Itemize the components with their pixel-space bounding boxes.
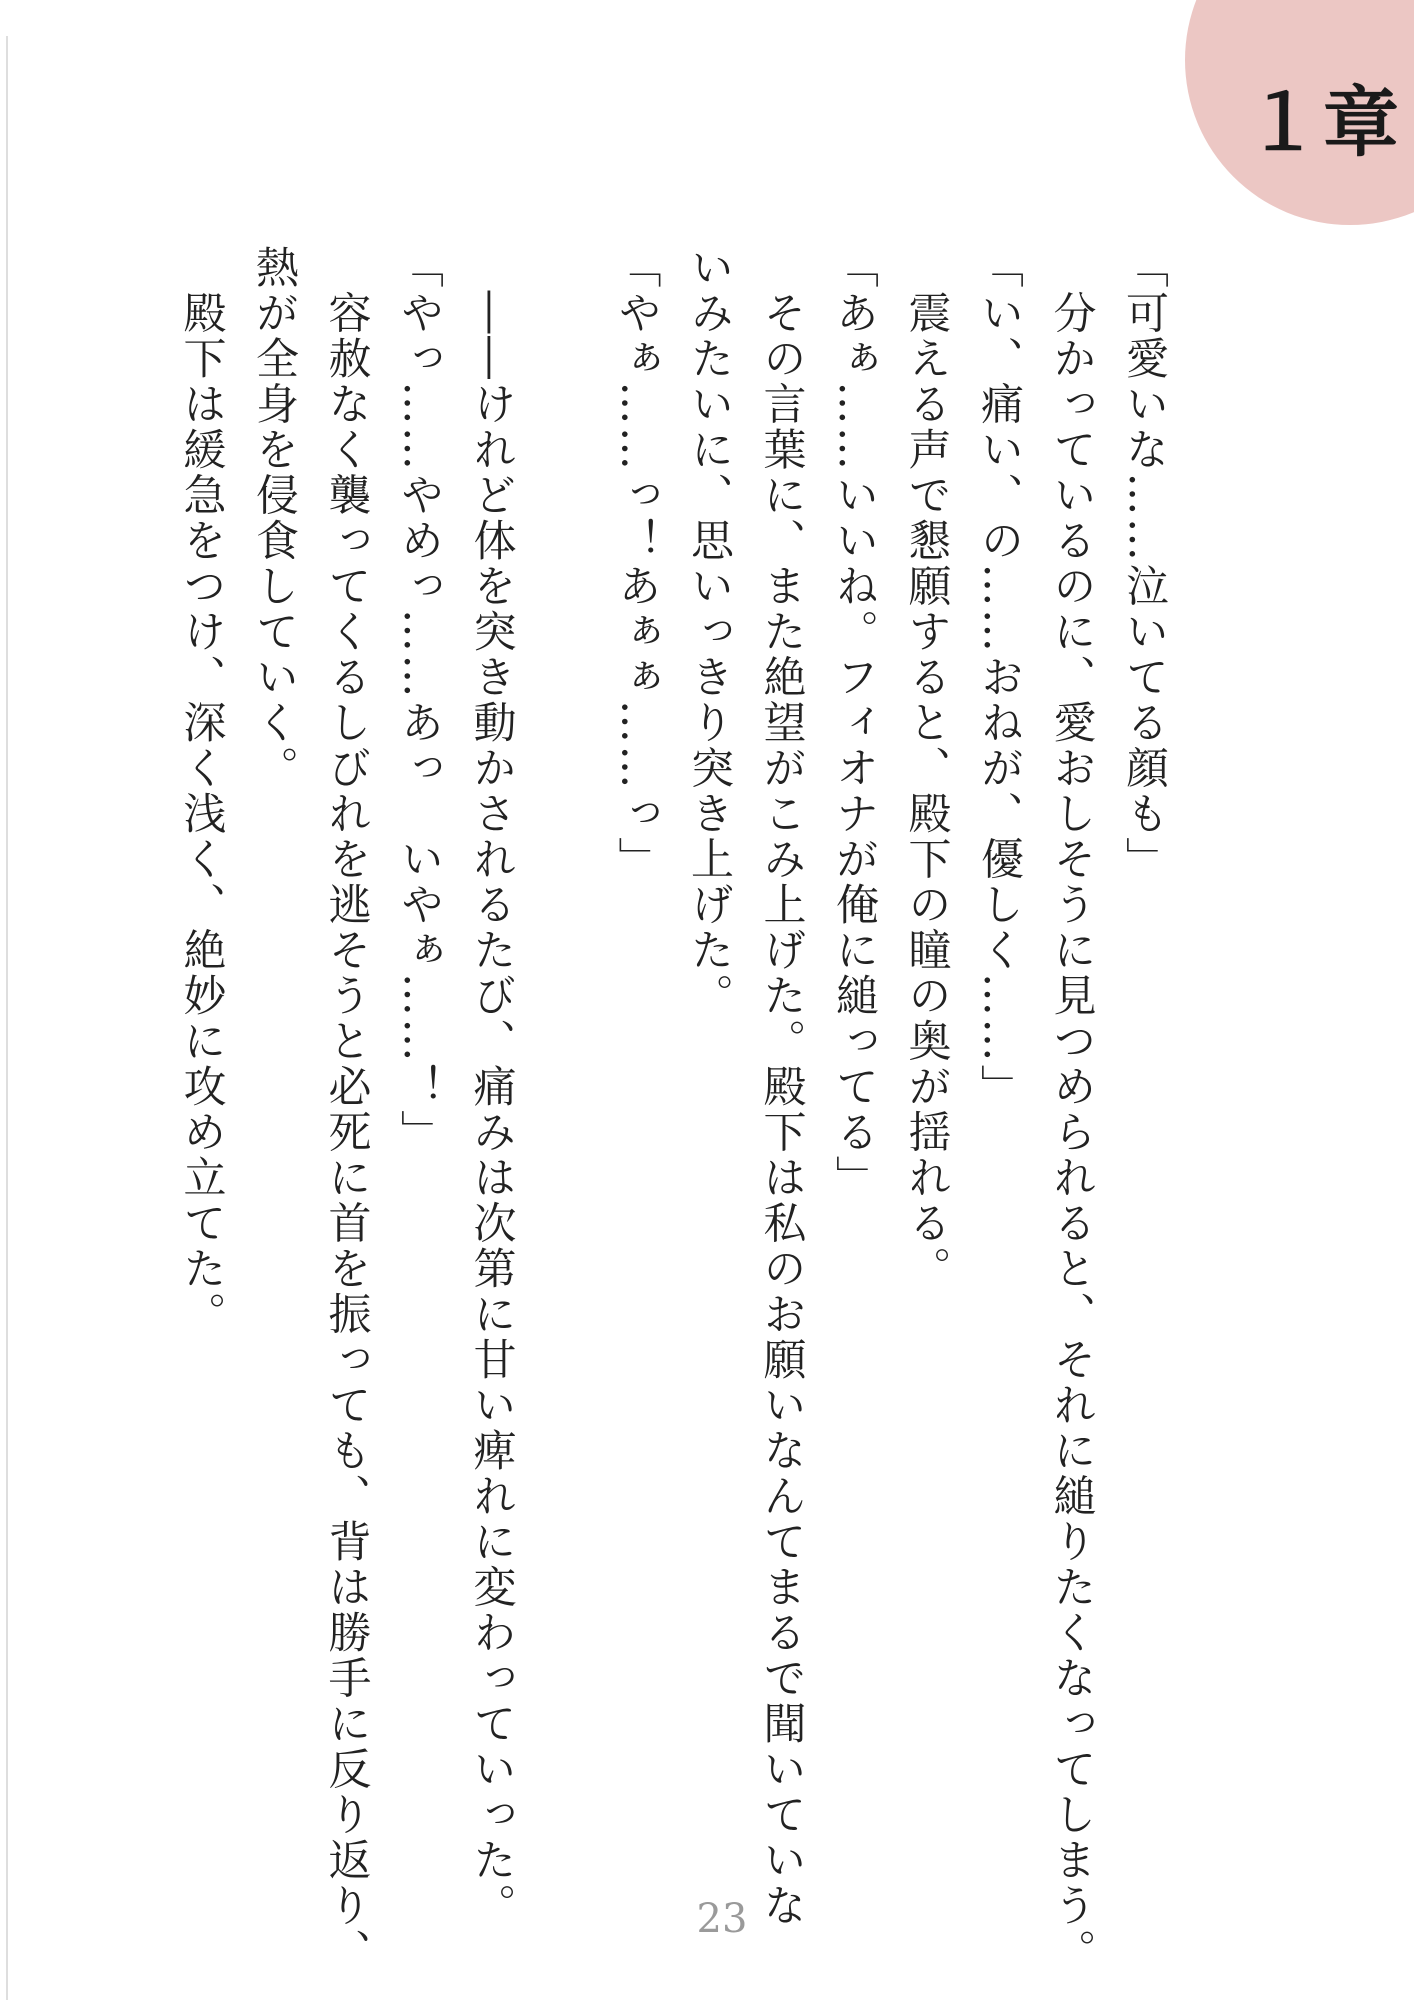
text-line: ――けれど体を突き動かされるたび、痛みは次第に甘い痺れに変わっていった。: [466, 245, 517, 1929]
text-line: 「やっ……やめっ……あっ いやぁ……！」: [394, 245, 444, 1155]
text-line: いみたいに、思いっきり突き上げた。: [684, 245, 734, 1019]
text-line: 容赦なく襲ってくるしびれを逃そうと必死に首を振っても、背は勝手に反り返り、: [321, 245, 372, 1974]
text-line: 「やぁ……っ！あぁぁ……っ」: [611, 245, 662, 882]
chapter-title: １章: [1245, 78, 1401, 167]
text-line: 殿下は緩急をつけ、深く浅く、絶妙に攻め立てた。: [176, 245, 227, 1337]
text-line: 「あぁ……いいね。フィオナが俺に縋ってる」: [829, 245, 879, 1201]
blank-line: [528, 245, 601, 1885]
text-line: 「可愛いな……泣いてる顔も」: [1119, 245, 1169, 882]
text-line: 分かっているのに、愛おしそうに見つめられると、それに縋りたくなってしまう。: [1046, 245, 1097, 1974]
text-line: その言葉に、また絶望がこみ上げた。殿下は私のお願いなんてまるで聞いていな: [756, 245, 807, 1929]
text-line: 「い、痛い、の……おねが、優しく……」: [974, 245, 1024, 1110]
text-line: 震える声で懇願すると、殿下の瞳の奥が揺れる。: [901, 245, 952, 1292]
page-binding-edge: [6, 36, 8, 2000]
text-line: 熱が全身を侵食していく。: [249, 245, 299, 791]
page-number: 23: [696, 1896, 748, 1942]
